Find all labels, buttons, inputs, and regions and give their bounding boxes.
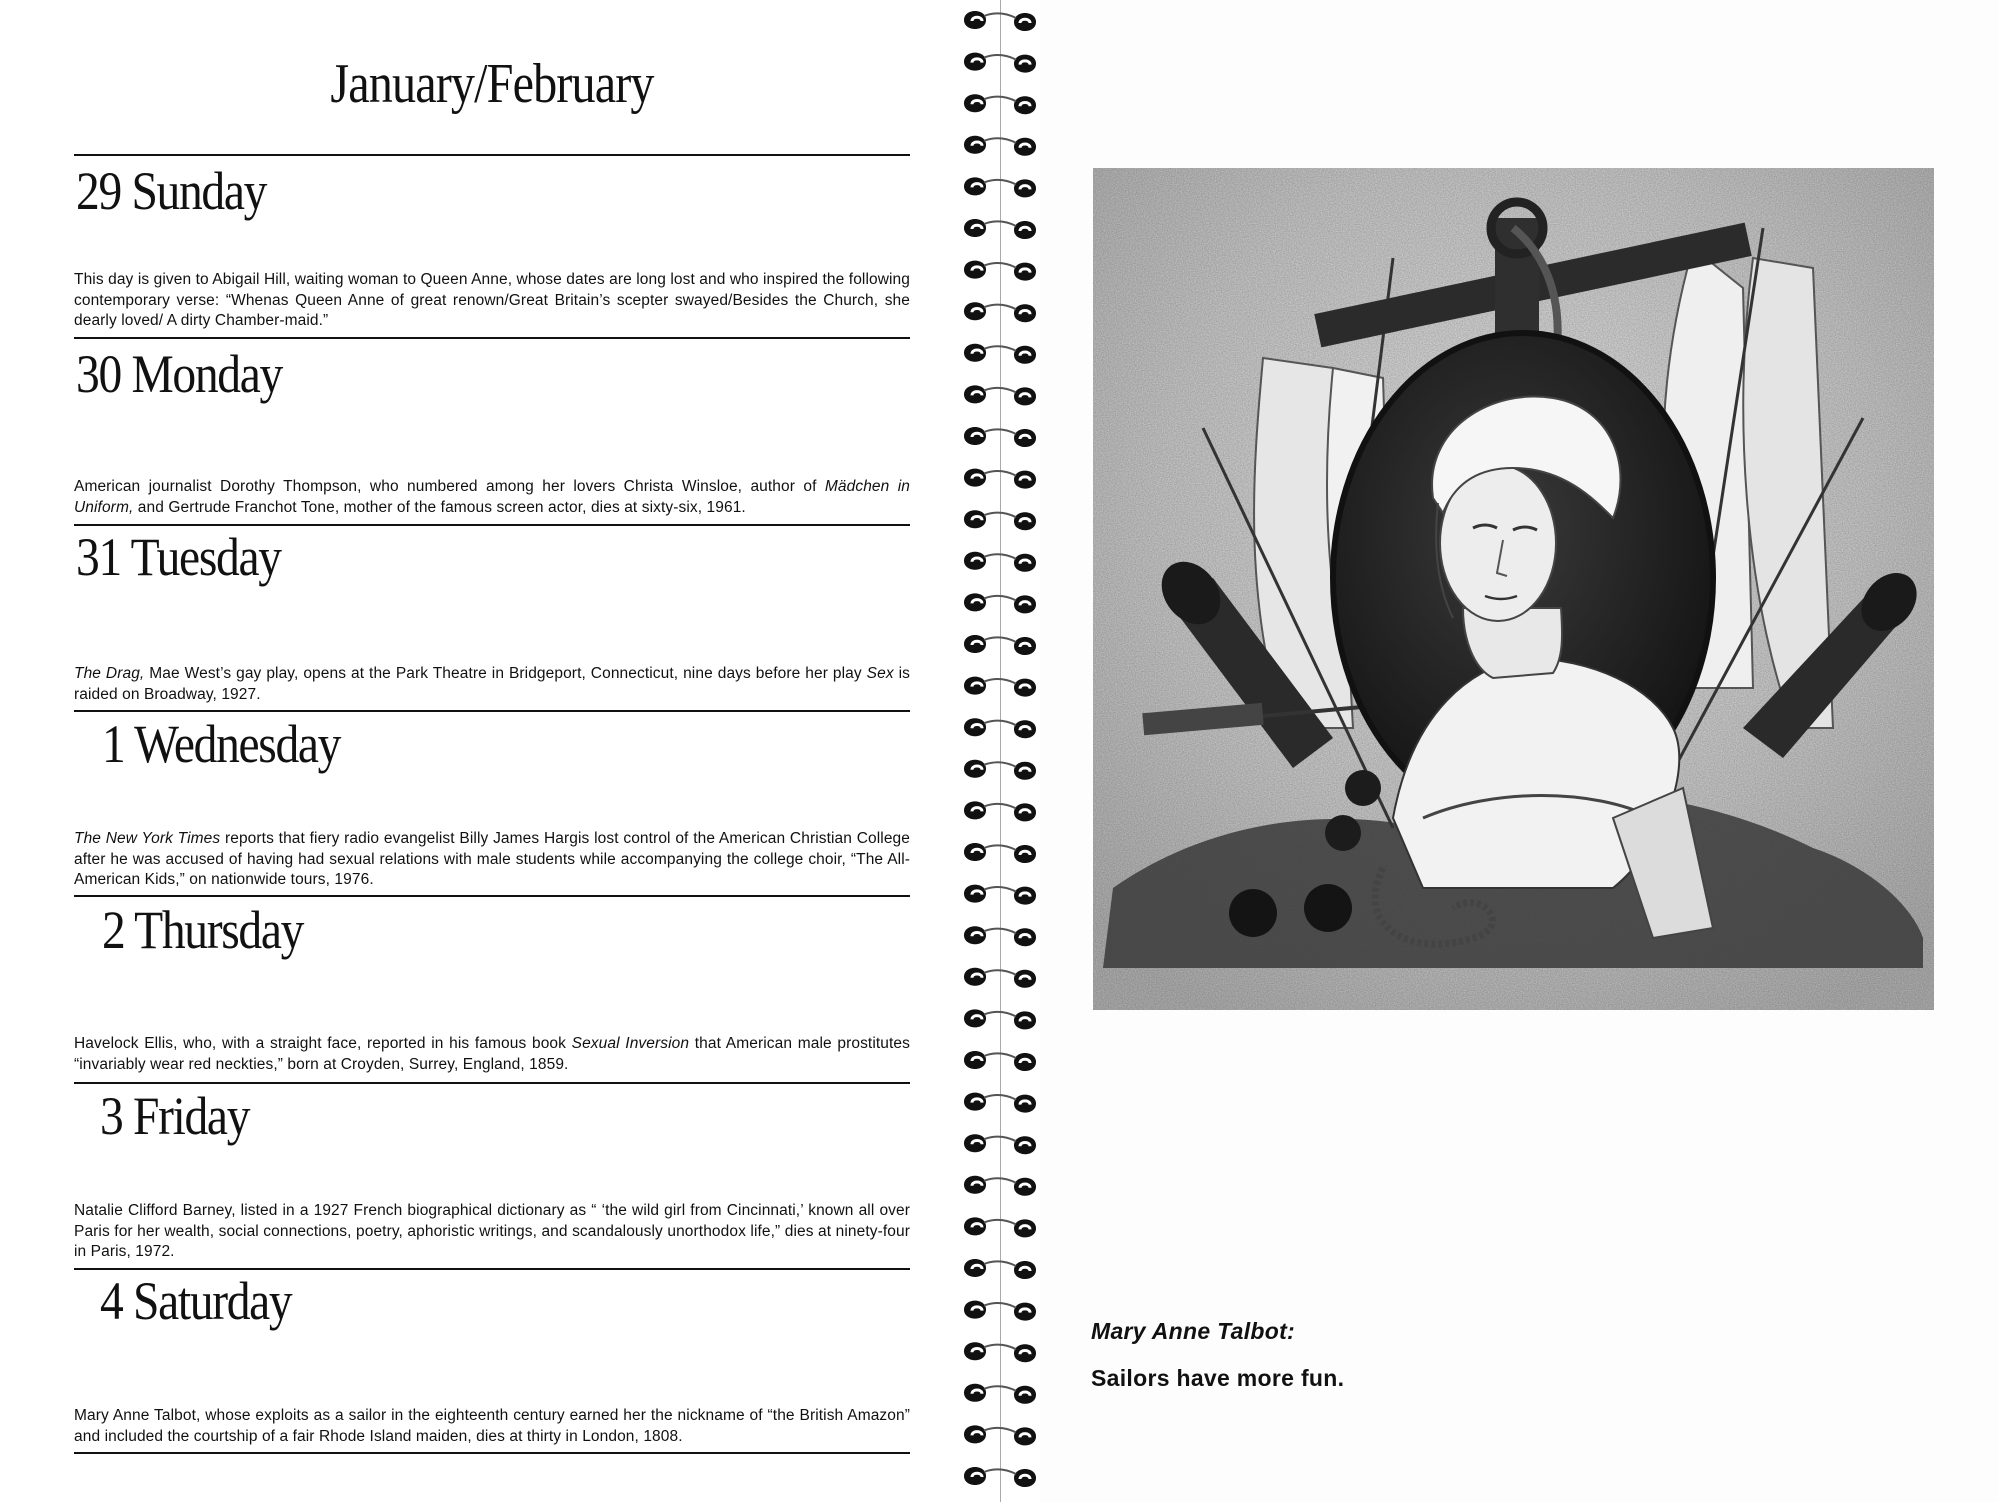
day-entry-29-sunday bbox=[74, 270, 910, 332]
day-rule bbox=[74, 895, 910, 897]
day-entry-31-tuesday bbox=[74, 664, 910, 705]
day-heading-31-tuesday: 31 Tuesday bbox=[76, 527, 281, 587]
day-heading-30-monday: 30 Monday bbox=[76, 344, 282, 404]
day-heading-2-thursday: 2 Thursday bbox=[102, 900, 304, 960]
mary-anne-talbot-engraving bbox=[1093, 168, 1934, 1010]
day-entry-4-saturday bbox=[74, 1406, 910, 1447]
spiral-binding-icon bbox=[950, 0, 1050, 1502]
entry-text: is raided on Broadway, 1927. bbox=[74, 665, 910, 703]
entry-text: Mae West’s gay play, opens at the Park Theatre in Bridgeport, Connecticut, nine days before her play bbox=[144, 665, 867, 682]
entry-text: This day is given to Abigail Hill, waiting woman to Queen Anne, whose dates are long lost and who inspired the following contemporary verse: “Whenas Queen Anne of great renown/Great Britain’s scepter swayed/Besides the Church, she dearly loved/ A dirty Chamber-maid.” bbox=[74, 271, 910, 329]
entry-text: reports that fiery radio evangelist Billy James Hargis lost control of the American Christian College after he was accused of having had sexual relations with male students while accompanying the college choir, “The All-American Kids,” on nationwide tours, 1976. bbox=[74, 830, 910, 888]
caption-quote: Sailors have more fun. bbox=[1091, 1365, 1345, 1391]
entry-text: that American male prostitutes “invariably wear red neckties,” born at Croyden, Surrey, England, 1859. bbox=[74, 1035, 910, 1073]
italic-title-text: The Drag, bbox=[74, 665, 145, 682]
day-rule bbox=[74, 1452, 910, 1454]
italic-title-text: Mädchen in Uniform, bbox=[74, 478, 910, 516]
italic-title-text: Sexual Inversion bbox=[571, 1035, 690, 1052]
italic-title-text: The New York Times bbox=[74, 830, 221, 847]
month-title: January/February bbox=[330, 53, 654, 115]
entry-text: Natalie Clifford Barney, listed in a 1927 French biographical dictionary as “ ‘the wild girl from Cincinnati,’ known all over Paris for her wealth, social connections, poetry, aphoristic writings, and scandalously unorthodox life,” dies at ninety-four in Paris, 1972. bbox=[74, 1202, 910, 1260]
day-rule bbox=[74, 710, 910, 712]
day-heading-3-friday: 3 Friday bbox=[100, 1086, 250, 1146]
day-heading-1-wednesday: 1 Wednesday bbox=[102, 714, 341, 774]
day-entry-1-wednesday bbox=[74, 829, 910, 891]
italic-title-text: Sex bbox=[866, 665, 894, 682]
day-heading-4-saturday: 4 Saturday bbox=[100, 1271, 292, 1331]
entry-text: Mary Anne Talbot, whose exploits as a sailor in the eighteenth century earned her the nickname of “the British Amazon” and included the courtship of a fair Rhode Island maiden, dies at thirty in London, 1808. bbox=[74, 1407, 910, 1445]
day-entry-30-monday bbox=[74, 477, 910, 518]
title-rule bbox=[74, 154, 910, 156]
day-entry-2-thursday bbox=[74, 1034, 910, 1075]
day-rule bbox=[74, 1082, 910, 1084]
entry-text: and Gertrude Franchot Tone, mother of the famous screen actor, dies at sixty-six, 1961. bbox=[133, 498, 746, 516]
day-rule bbox=[74, 337, 910, 339]
day-heading-29-sunday: 29 Sunday bbox=[76, 161, 267, 221]
entry-text: American journalist Dorothy Thompson, who numbered among her lovers Christa Winsloe, author of bbox=[74, 478, 825, 495]
entry-text: Havelock Ellis, who, with a straight face, reported in his famous book bbox=[74, 1035, 572, 1052]
caption-name: Mary Anne Talbot: bbox=[1091, 1318, 1296, 1344]
day-entry-3-friday bbox=[74, 1201, 910, 1263]
